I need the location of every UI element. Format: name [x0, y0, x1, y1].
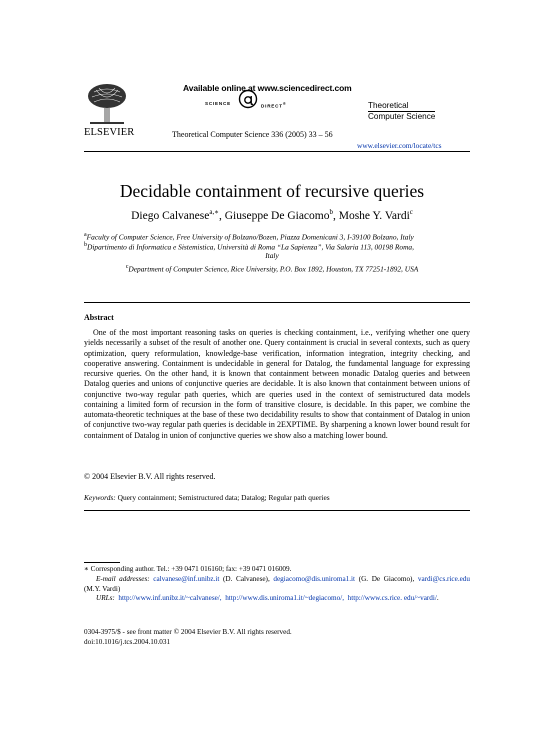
issn-line: 0304-3975/$ - see front matter © 2004 Elsevier B.V. All rights reserved.	[84, 628, 292, 636]
publisher-name: ELSEVIER	[84, 127, 135, 138]
url-link[interactable]: http://www.inf.unibz.it/~calvanese/,	[118, 594, 222, 602]
author-list: Diego Calvanese$^{a,∗}$, Giuseppe De Giacomo$^b$, Moshe Y. Vardi$^c$	[131, 208, 413, 222]
sciencedirect-left-text: SCIENCE	[205, 101, 232, 106]
url-link[interactable]: http://www.cs.rice.	[347, 594, 403, 602]
journal-url-link[interactable]: www.elsevier.com/locate/tcs	[357, 141, 442, 150]
author-mark: b	[329, 208, 333, 216]
journal-reference: Theoretical Computer Science 336 (2005) 33 – 56	[172, 130, 333, 139]
author-name: Moshe Y. Vardi	[338, 209, 410, 222]
author-mark: a,∗	[209, 208, 219, 216]
abstract-bottom-divider	[84, 510, 470, 511]
url-link[interactable]: http://www.dis.uniroma1.it/~degiacomo/,	[225, 594, 345, 602]
footnote-corresponding: ∗ Corresponding author. Tel.: +39 0471 016160; fax: +39 0471 016009.	[84, 565, 292, 573]
abstract-copyright: © 2004 Elsevier B.V. All rights reserved.	[84, 472, 216, 481]
footnote-urls: URLs: http://www.inf.unibz.it/~calvanese/, http://www.dis.uniroma1.it/~degiacomo/, http://www.cs.rice. edu/~vardi/.	[96, 594, 439, 602]
elsevier-tree-logo	[84, 82, 130, 131]
keywords-text: Query containment; Semistructured data; Datalog; Regular path queries	[117, 493, 330, 502]
affiliation-a: $^a$Faculty of Computer Science, Free University of Bolzano/Bozen, Piazza Domenicani 3, I-39100 Bolzano, Italy	[84, 232, 414, 242]
abstract-paragraph: One of the most important reasoning tasks on queries is checking containment, i.e., verifying whether one query yields necessarily a subset of the result of another one. Query containment is crucial in several contexts, such as query optimization, query reformulation, knowledge-base verification, information integration, integrity checking, and cooperative answering. Containment is undecidable in general for Datalog, the fundamental language for expressing recursive queries. On the other hand, it is known that containment between monadic Datalog queries and between Datalog queries and unions of conjunctive queries are decidable. It is also known that containment between unions of conjunctive two-way regular path queries, which are queries used in the context of semistructured data models containing a limited form of recursion in the form of transitive closure, is decidable. In this paper, we combine the automata-theoretic techniques at the base of these two decidability results to show that containment of Datalog in union of conjunctive two-way regular path queries is decidable in 2EXPTIME. By sharpening a known lower bound result for containment of Datalog in union of conjunctive queries we show also a matching lower bound.	[84, 328, 470, 440]
affiliation-c: $^c$Department of Computer Science, Rice University, P.O. Box 1892, Houston, TX 77251-1892, USA	[125, 264, 419, 274]
abstract-heading: Abstract	[84, 313, 114, 322]
keywords	[84, 493, 330, 502]
sciencedirect-at-icon	[238, 88, 258, 115]
email-link[interactable]: vardi@cs.rice.edu	[417, 575, 470, 583]
author-mark: c	[409, 208, 413, 216]
abstract-body	[84, 328, 470, 441]
abstract-top-divider	[84, 302, 470, 303]
journal-logo-title: Theoretical Computer Science	[368, 101, 436, 121]
available-online-text: Available online at www.sciencedirect.com	[183, 83, 352, 93]
author-name: Giuseppe De Giacomo	[224, 209, 330, 222]
footnote-divider	[84, 562, 120, 563]
keywords-label: Keywords:	[84, 493, 116, 502]
affiliation-b-cont: Italy	[265, 251, 279, 260]
doi-line: doi:10.1016/j.tcs.2004.10.031	[84, 638, 171, 646]
email-link[interactable]: calvanese@inf.unibz.it	[153, 575, 220, 583]
header-divider	[84, 151, 470, 152]
sciencedirect-right-text: DIRECT®	[261, 101, 287, 109]
footnote-emails: E-mail addresses: calvanese@inf.unibz.it (D. Calvanese), degiacomo@dis.uniroma1.it (G. De Giacomo), vardi@cs.rice.edu (M.Y. Vardi)	[84, 575, 470, 593]
email-link[interactable]: degiacomo@dis.uniroma1.it	[273, 575, 356, 583]
author-name: Diego Calvanese	[131, 209, 210, 222]
affiliation-b: $^b$Dipartimento di Informatica e Sistemistica, Università di Roma “La Sapienza”, Via Salaria 113, 00198 Roma,	[84, 242, 414, 252]
url-link[interactable]: edu/~vardi/	[403, 594, 437, 602]
paper-title: Decidable containment of recursive queries	[119, 181, 425, 201]
